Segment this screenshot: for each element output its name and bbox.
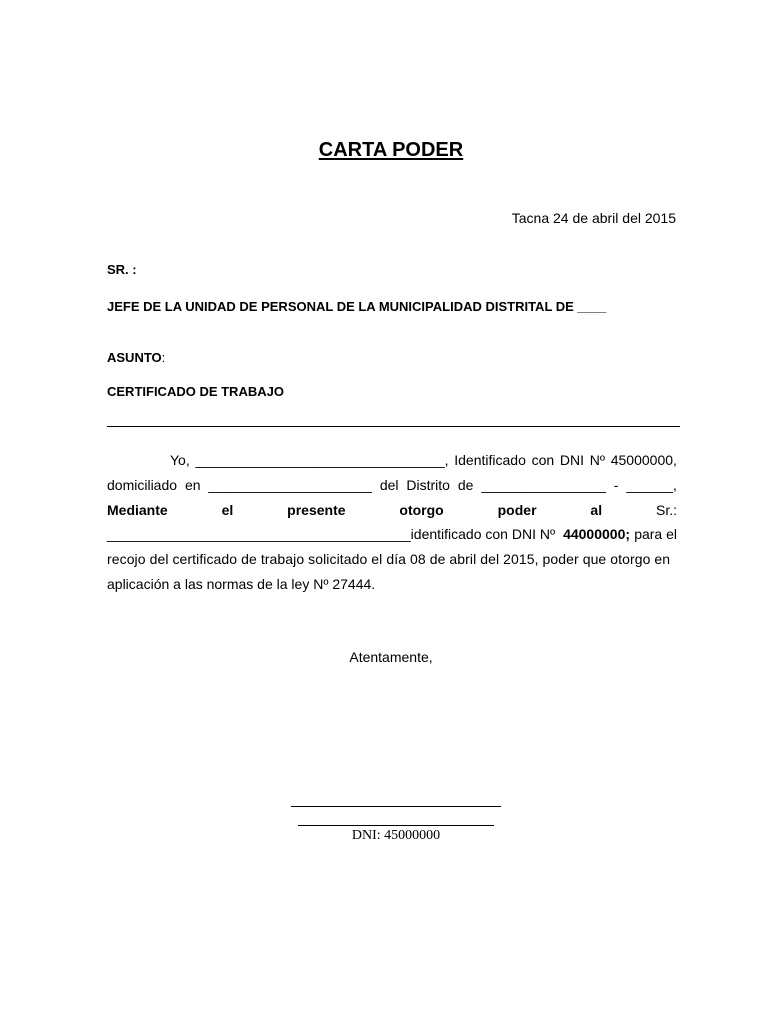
body-line-4 xyxy=(107,522,677,547)
word: al xyxy=(590,501,603,518)
word: Sr.: xyxy=(655,501,677,518)
agent-name-blank: _______________________________________ xyxy=(107,526,411,543)
subject-colon: : xyxy=(161,350,166,365)
word: para el xyxy=(634,526,677,543)
subject-value: CERTIFICADO DE TRABAJO xyxy=(107,384,284,399)
agent-segment xyxy=(107,522,630,547)
word: de xyxy=(457,476,474,493)
word: Nº xyxy=(589,452,605,468)
word: con xyxy=(531,452,555,468)
agent-dni: 44000000; xyxy=(563,526,631,543)
body-line-5: recojo del certificado de trabajo solicitado el día 08 de abril del 2015, poder que otorgo en xyxy=(107,551,671,568)
signature-dni: DNI: 45000000 xyxy=(351,828,441,843)
word: presente xyxy=(287,501,346,518)
address-blank: _____________________ xyxy=(208,476,372,493)
recipient-position: JEFE DE LA UNIDAD DE PERSONAL DE LA MUNICIPALIDAD DISTRITAL DE ____ xyxy=(107,299,607,314)
body-paragraph xyxy=(107,448,677,597)
signature-line xyxy=(291,806,501,807)
word: identificado con DNI Nº xyxy=(410,526,556,543)
subject-heading xyxy=(107,350,165,365)
end-blank: ______, xyxy=(626,476,677,493)
subject-label: ASUNTO xyxy=(107,350,162,365)
separator-line xyxy=(107,426,680,427)
document-date: Tacna 24 de abril del 2015 xyxy=(511,210,676,226)
word: domiciliado xyxy=(107,476,178,493)
word: en xyxy=(184,476,201,493)
word: otorgo xyxy=(399,501,444,518)
word: Yo, xyxy=(170,452,190,468)
recipient-salutation: SR. : xyxy=(107,262,137,277)
word: poder xyxy=(497,501,537,518)
word: DNI xyxy=(559,452,585,468)
word: Mediante xyxy=(107,501,168,518)
word: el xyxy=(221,501,234,518)
word: Identificado xyxy=(454,452,526,468)
body-line-6: aplicación a las normas de la ley Nº 27444. xyxy=(107,575,376,592)
body-line-2 xyxy=(107,473,677,498)
word: del xyxy=(379,476,399,493)
word: Distrito xyxy=(406,476,450,493)
grantor-name-blank: ________________________________, xyxy=(195,452,449,468)
body-line-1 xyxy=(107,448,677,473)
body-line-3 xyxy=(107,498,677,523)
word: - xyxy=(613,476,619,493)
grantor-dni: 45000000, xyxy=(610,452,677,468)
document-title: CARTA PODER xyxy=(318,139,464,161)
district-blank: ________________ xyxy=(481,476,606,493)
signature-name-line xyxy=(298,825,494,826)
closing-text: Atentamente, xyxy=(349,649,433,665)
